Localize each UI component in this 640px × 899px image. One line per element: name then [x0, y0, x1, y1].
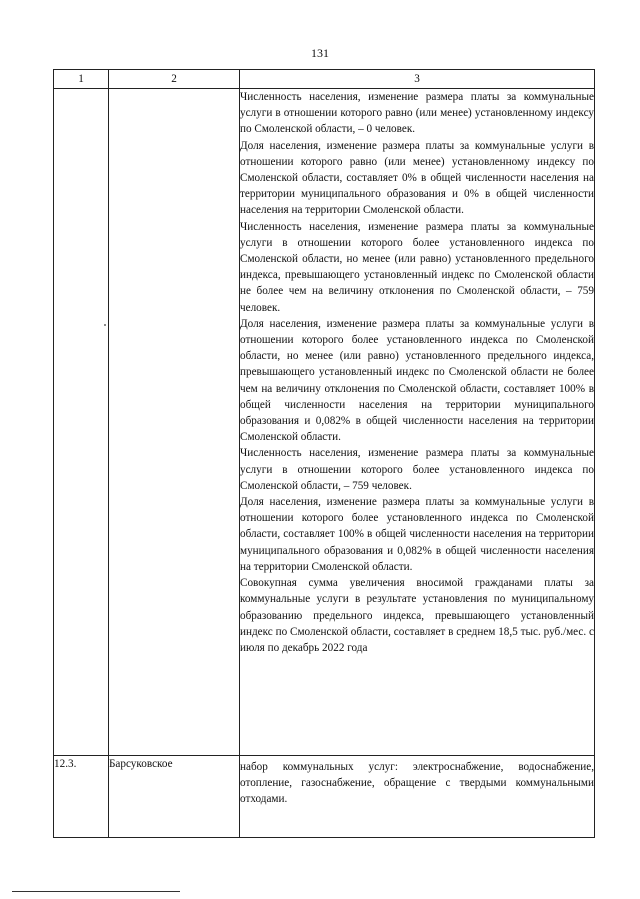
scan-speck — [104, 324, 106, 326]
paragraph: Численность населения, изменение размера платы за коммунальные услуги в отношении которого равно (или менее) установленному индексу по Смоленской области, – 0 человек. — [240, 91, 594, 136]
header-col-3: 3 — [240, 70, 595, 89]
row-number: 12.3. — [54, 756, 109, 838]
table-row — [54, 756, 595, 838]
footnote-rule — [12, 891, 180, 892]
row-description — [240, 89, 595, 756]
table-row — [54, 89, 595, 756]
paragraph: Доля населения, изменение размера платы за коммунальные услуги в отношении которого более установленного индекса по Смоленской области, но менее (или равно) установленного предельного индекса, превышающего установленный индекс по Смоленской области не более чем на величину отклонения по Смоленской области, составляет 100% в общей численности населения на территории муниципального образования и 0,082% в общей численности населения на территории Смоленской области. — [240, 317, 594, 444]
paragraph: Доля населения, изменение размера платы за коммунальные услуги в отношении которого равно (или менее) установленному индексу по Смоленской области, составляет 0% в общей численности населения на территории муниципального образования и 0% в общей численности населения на территории Смоленской области. — [240, 139, 594, 217]
paragraph: Совокупная сумма увеличения вносимой гражданами платы за коммунальные услуги в результате установления по муниципальному образованию предельного индекса, превышающего установленный индекс по Смоленской области, составляет в среднем 18,5 тыс. руб./мес. с июля по декабрь 2022 года — [240, 577, 594, 654]
document-table — [53, 69, 595, 838]
paragraph: Доля населения, изменение размера платы за коммунальные услуги в отношении которого более установленного индекса по Смоленской области, составляет 100% в общей численности населения на территории муниципального образования и 0,082% в общей численности населения на территории Смоленской области. — [240, 496, 594, 573]
paragraph: Численность населения, изменение размера платы за коммунальные услуги в отношении которого более установленного индекса по Смоленской области, но менее (или равно) установленного предельного индекса, превышающего установленный индекс по Смоленской области не более чем на величину отклонения по Смоленской области, – 759 человек. — [240, 220, 594, 314]
paragraph: Численность населения, изменение размера платы за коммунальные услуги в отношении которого более установленного индекса по Смоленской области, – 759 человек. — [240, 447, 594, 492]
header-col-2: 2 — [109, 70, 240, 89]
paragraph: набор коммунальных услуг: электроснабжение, водоснабжение, отопление, газоснабжение, обращение с твердыми коммунальными отходами. — [240, 761, 594, 806]
row-description — [240, 756, 595, 838]
row-name — [109, 89, 240, 756]
row-name: Барсуковское — [109, 756, 240, 838]
page-number: 131 — [311, 46, 329, 60]
row-number — [54, 89, 109, 756]
header-col-1: 1 — [54, 70, 109, 89]
table-header-row — [54, 70, 595, 89]
